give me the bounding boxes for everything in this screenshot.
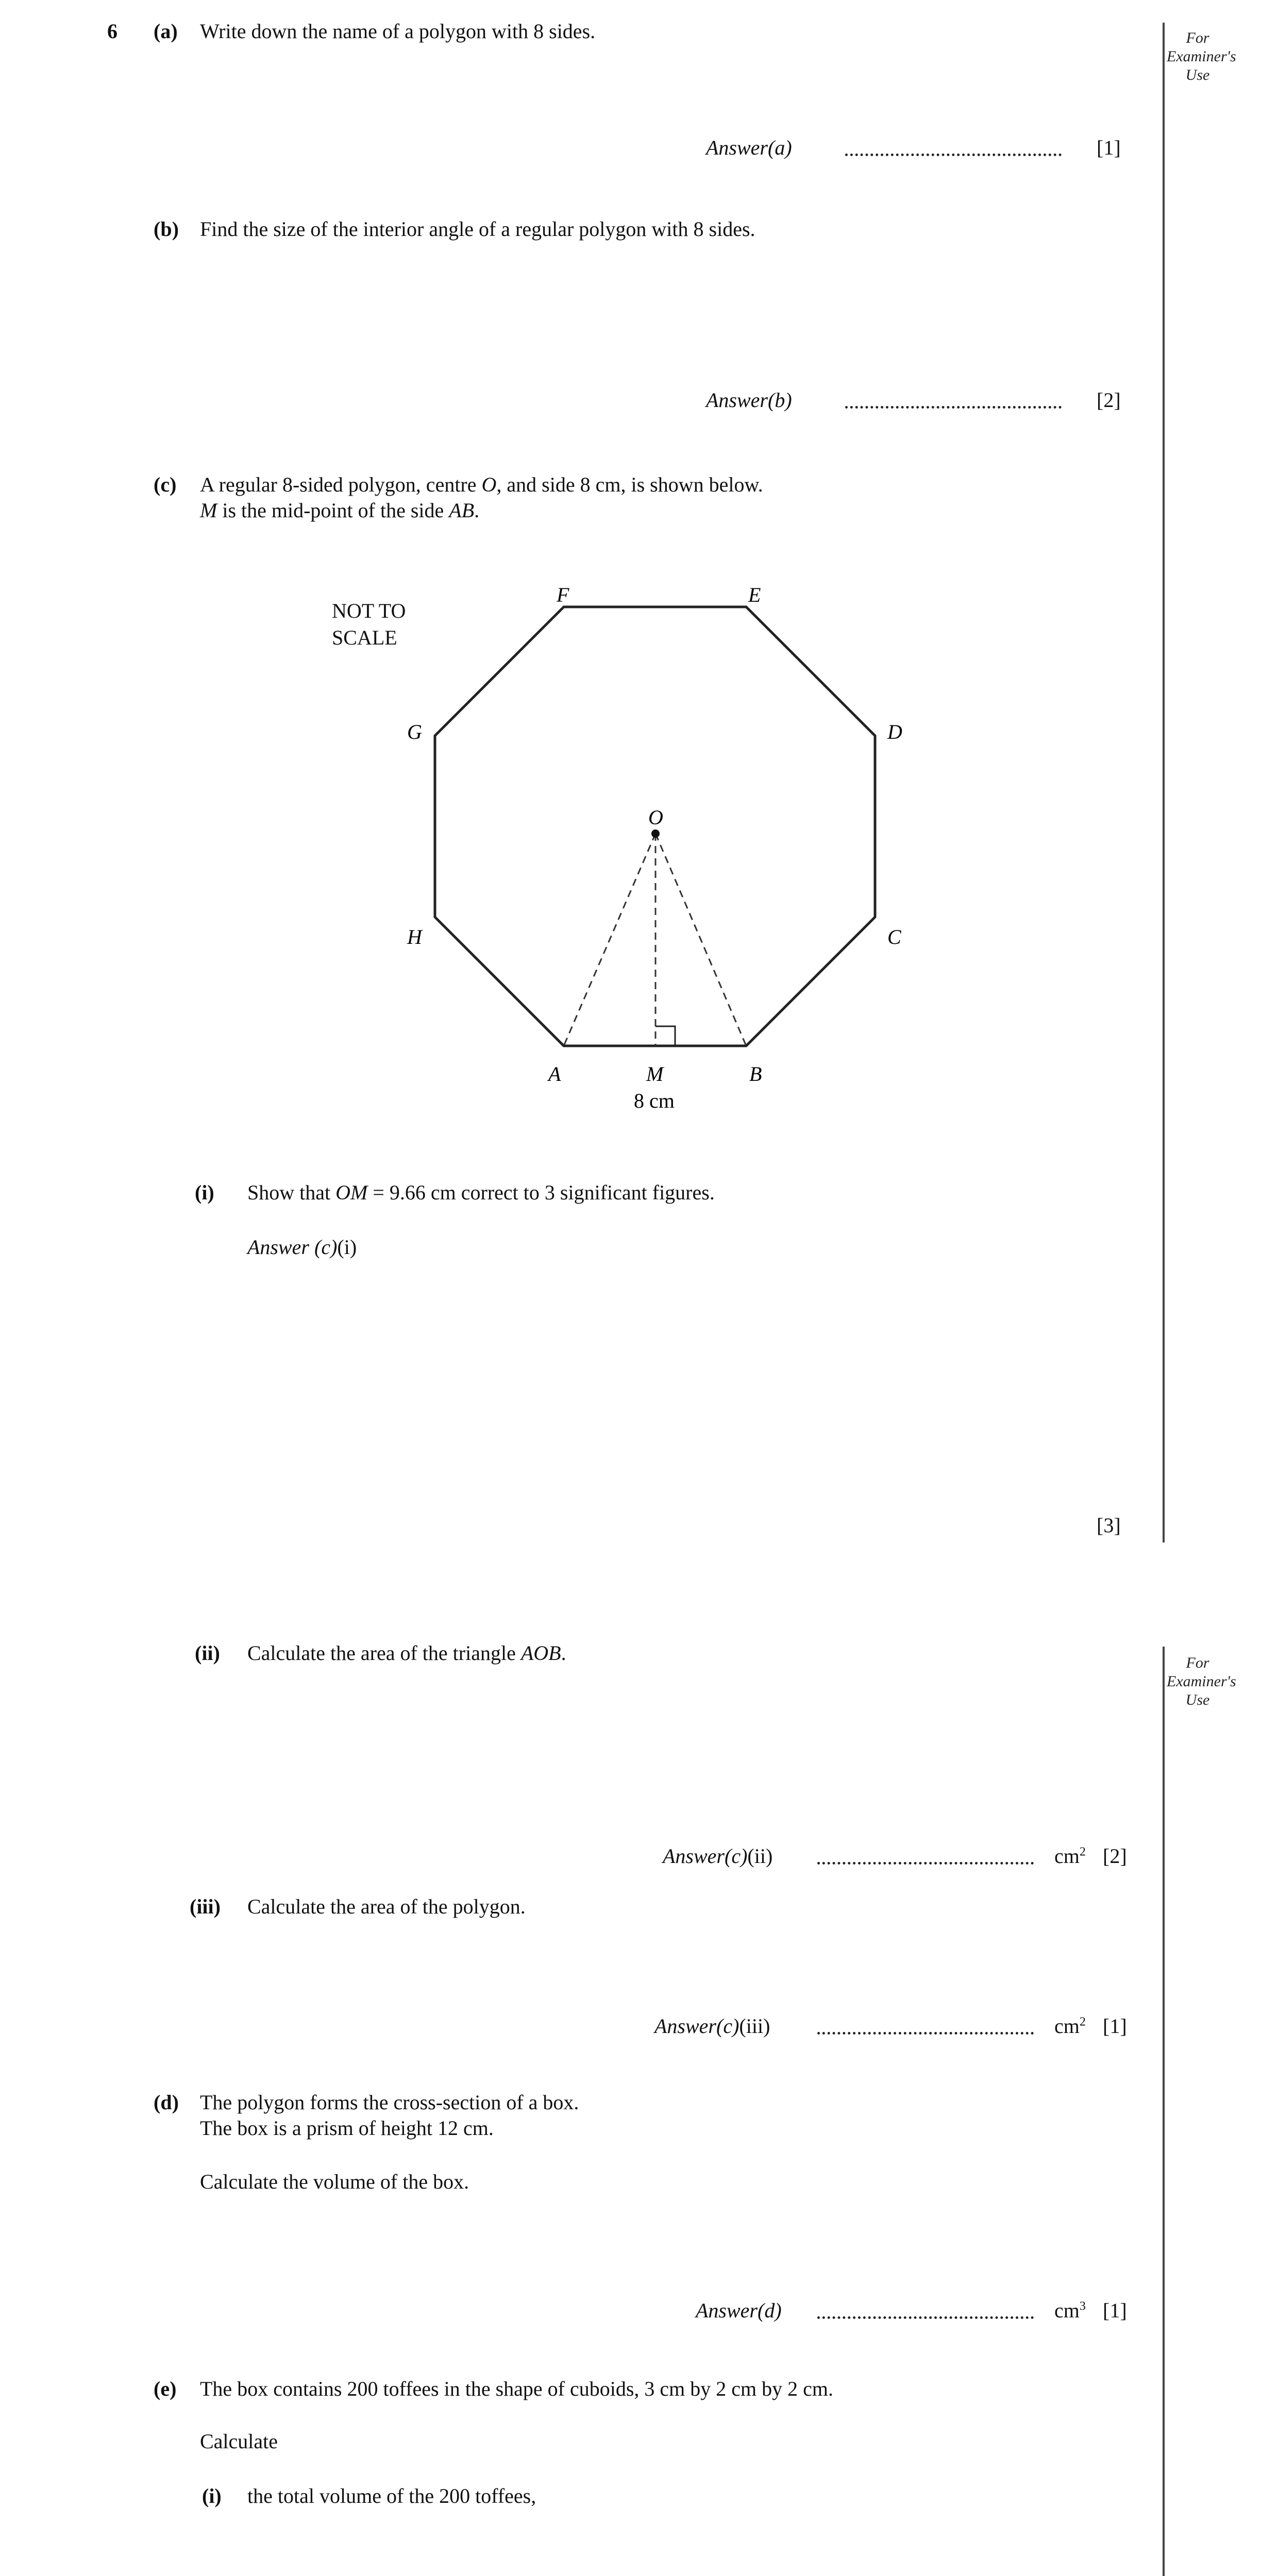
part-c-ii-label: (ii)	[195, 1641, 220, 1665]
part-d-answer-line[interactable]	[817, 2316, 1034, 2319]
vertex-label-G: G	[407, 720, 422, 743]
part-b-label: (b)	[154, 217, 179, 241]
part-c-ii-answer-line[interactable]	[817, 1862, 1034, 1865]
part-d-unit: $cm^3$	[1054, 2299, 1086, 2322]
part-c-ii-answer-label: Answer(c)(ii)	[663, 1844, 773, 1868]
part-d-line3: Calculate the volume of the box.	[200, 2170, 469, 2193]
part-a-label: (a)	[154, 20, 178, 43]
centre-label-O: O	[648, 806, 663, 829]
part-a-marks: [1]	[1097, 136, 1121, 159]
part-c-ii-unit: $cm^2$	[1054, 1844, 1086, 1868]
examiner-box-2-line2: Examiner's	[1167, 1673, 1236, 1690]
part-c-iii-answer-line[interactable]	[817, 2032, 1034, 2035]
part-c-iii-unit: $cm^2$	[1054, 2014, 1086, 2038]
part-d-label: (d)	[154, 2091, 179, 2114]
vertex-label-B: B	[749, 1062, 762, 1086]
vertex-label-H: H	[407, 925, 422, 948]
examiner-box-line3: Use	[1185, 66, 1210, 83]
part-d-line2: The box is a prism of height 12 cm.	[200, 2116, 494, 2140]
part-a-question: Write down the name of a polygon with 8 sides.	[200, 20, 596, 43]
side-length-label: 8 cm	[634, 1089, 675, 1112]
octagon-diagram	[0, 0, 1278, 1133]
question-number: 6	[107, 20, 117, 43]
centre-point	[651, 829, 660, 838]
part-c-ii-question: Calculate the area of the triangle AOB.	[247, 1641, 566, 1665]
examiner-box-2-line1: For	[1186, 1654, 1209, 1671]
part-d-answer-label: Answer(d)	[696, 2299, 782, 2322]
part-c-i-marks: [3]	[1097, 1514, 1121, 1537]
vertex-label-F: F	[557, 583, 569, 606]
part-b-question: Find the size of the interior angle of a regular polygon with 8 sides.	[200, 217, 755, 241]
part-e-line2: Calculate	[200, 2430, 278, 2453]
vertex-label-C: C	[887, 925, 901, 948]
line-OA	[564, 834, 655, 1046]
part-c-i-label: (i)	[195, 1181, 214, 1204]
part-c-i-question: Show that OM = 9.66 cm correct to 3 significant figures.	[247, 1181, 715, 1204]
part-c-i-answer-label: Answer (c)(i)	[247, 1235, 357, 1259]
part-d-line1: The polygon forms the cross-section of a box.	[200, 2091, 579, 2114]
part-e-i-question: the total volume of the 200 toffees,	[247, 2484, 536, 2507]
not-to-scale-note: NOT TO SCALE	[332, 599, 406, 649]
part-d-marks: [1]	[1103, 2299, 1127, 2322]
part-c-intro: A regular 8-sided polygon, centre O, and side 8 cm, is shown below.	[200, 473, 763, 496]
part-c-ii-marks: [2]	[1103, 1844, 1127, 1868]
examiner-box-line2: Examiner's	[1167, 48, 1236, 65]
part-a-answer-label: Answer(a)	[706, 136, 792, 159]
examiner-box-2	[1167, 1654, 1236, 1709]
right-angle-marker	[655, 1026, 675, 1046]
midpoint-label-M: M	[646, 1062, 664, 1086]
part-c-iii-question: Calculate the area of the polygon.	[247, 1895, 526, 1918]
part-c-midpoint-text: M is the mid-point of the side AB.	[200, 499, 480, 522]
examiner-box-2-line3: Use	[1185, 1691, 1210, 1708]
examiner-box-line1: For	[1186, 29, 1209, 46]
part-e-label: (e)	[154, 2377, 177, 2400]
vertex-label-A: A	[548, 1062, 561, 1086]
part-e-line1: The box contains 200 toffees in the shape of cuboids, 3 cm by 2 cm by 2 cm.	[200, 2377, 834, 2400]
part-b-answer-label: Answer(b)	[706, 388, 792, 412]
line-OB	[655, 834, 746, 1046]
part-c-iii-label: (iii)	[190, 1895, 221, 1918]
part-c-label: (c)	[154, 473, 177, 496]
vertex-label-D: D	[887, 720, 902, 743]
part-e-i-label: (i)	[202, 2484, 222, 2507]
examiner-margin-line-2	[1163, 1647, 1165, 2576]
part-c-iii-marks: [1]	[1103, 2014, 1127, 2038]
part-b-marks: [2]	[1097, 388, 1121, 412]
part-c-iii-answer-label: Answer(c)(iii)	[654, 2014, 770, 2038]
vertex-label-E: E	[748, 583, 761, 606]
part-c-i-answer-space[interactable]	[247, 1267, 1123, 1504]
